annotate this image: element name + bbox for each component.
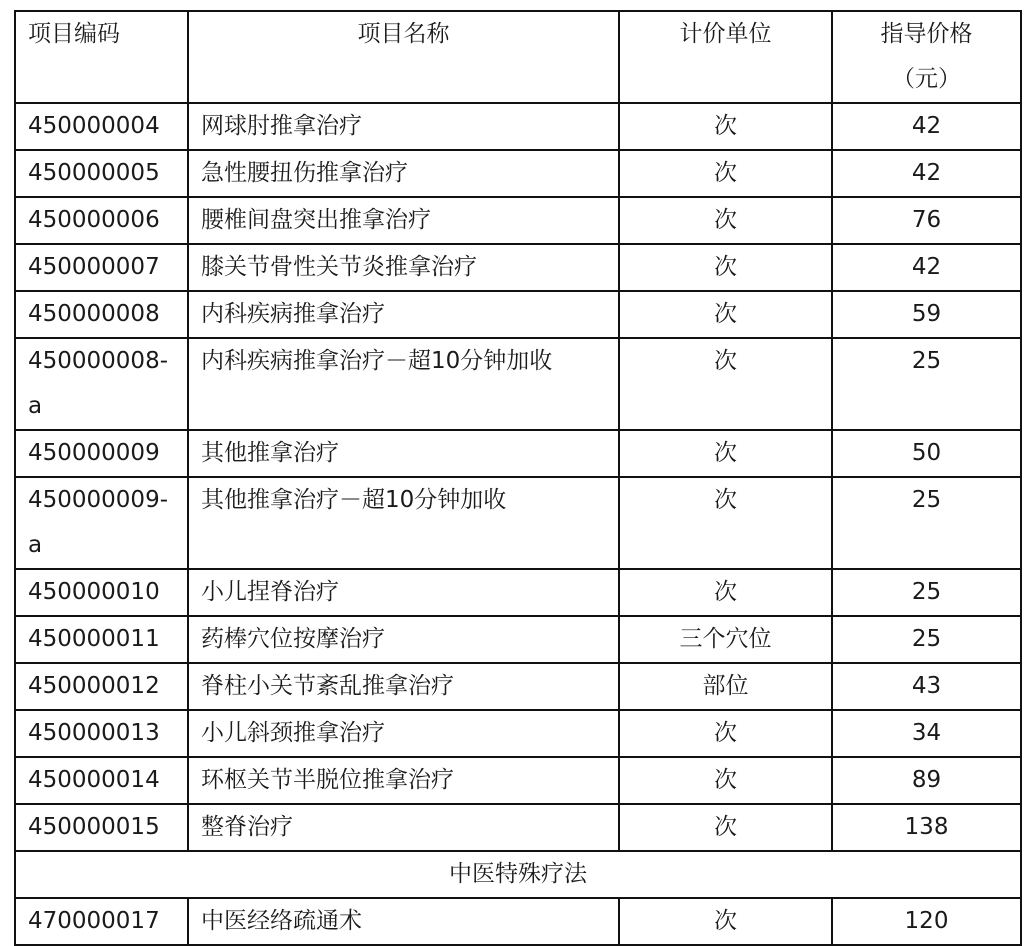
cell-price: 25 xyxy=(832,569,1021,616)
table-row xyxy=(15,757,1021,804)
cell-code: 450000014 xyxy=(15,757,188,804)
cell-code: 450000007 xyxy=(15,244,188,291)
cell-name: 其他推拿治疗 xyxy=(188,430,619,477)
cell-unit: 次 xyxy=(619,710,832,757)
cell-price: 34 xyxy=(832,710,1021,757)
cell-unit: 次 xyxy=(619,430,832,477)
table-header-row xyxy=(15,11,1021,103)
cell-code: 450000013 xyxy=(15,710,188,757)
cell-price: 25 xyxy=(832,338,1021,430)
cell-name: 药棒穴位按摩治疗 xyxy=(188,616,619,663)
cell-code: 450000008-a xyxy=(15,338,188,430)
cell-price: 120 xyxy=(832,898,1021,945)
cell-price: 50 xyxy=(832,430,1021,477)
header-price-line1: 指导价格 xyxy=(880,21,973,47)
cell-code: 470000017 xyxy=(15,898,188,945)
cell-unit: 次 xyxy=(619,291,832,338)
cell-name: 其他推拿治疗－超10分钟加收 xyxy=(188,477,619,569)
cell-price: 25 xyxy=(832,616,1021,663)
cell-name: 中医经络疏通术 xyxy=(188,898,619,945)
header-price-line2: （元） xyxy=(892,66,961,92)
cell-code: 450000011 xyxy=(15,616,188,663)
price-table xyxy=(14,10,1022,946)
table-row xyxy=(15,103,1021,150)
table-row xyxy=(15,616,1021,663)
cell-price: 42 xyxy=(832,244,1021,291)
cell-code: 450000006 xyxy=(15,197,188,244)
header-code: 项目编码 xyxy=(15,11,188,103)
cell-unit: 次 xyxy=(619,804,832,851)
cell-name: 腰椎间盘突出推拿治疗 xyxy=(188,197,619,244)
cell-price: 25 xyxy=(832,477,1021,569)
cell-code: 450000005 xyxy=(15,150,188,197)
table-row xyxy=(15,804,1021,851)
table-row xyxy=(15,244,1021,291)
section-title: 中医特殊疗法 xyxy=(15,851,1021,898)
cell-unit: 次 xyxy=(619,569,832,616)
cell-unit: 部位 xyxy=(619,663,832,710)
cell-name: 整脊治疗 xyxy=(188,804,619,851)
table-row xyxy=(15,477,1021,569)
price-table-container xyxy=(14,10,1020,946)
cell-unit: 次 xyxy=(619,338,832,430)
header-unit: 计价单位 xyxy=(619,11,832,103)
cell-unit: 次 xyxy=(619,103,832,150)
cell-code: 450000008 xyxy=(15,291,188,338)
table-row xyxy=(15,338,1021,430)
cell-unit: 三个穴位 xyxy=(619,616,832,663)
table-row xyxy=(15,710,1021,757)
table-row xyxy=(15,197,1021,244)
cell-code: 450000009-a xyxy=(15,477,188,569)
cell-price: 42 xyxy=(832,103,1021,150)
table-row xyxy=(15,430,1021,477)
table-body-group1 xyxy=(15,103,1021,945)
table-row xyxy=(15,663,1021,710)
cell-name: 膝关节骨性关节炎推拿治疗 xyxy=(188,244,619,291)
cell-code: 450000015 xyxy=(15,804,188,851)
cell-name: 脊柱小关节紊乱推拿治疗 xyxy=(188,663,619,710)
cell-code: 450000010 xyxy=(15,569,188,616)
table-row xyxy=(15,291,1021,338)
cell-name: 内科疾病推拿治疗－超10分钟加收 xyxy=(188,338,619,430)
cell-unit: 次 xyxy=(619,197,832,244)
cell-price: 76 xyxy=(832,197,1021,244)
table-row xyxy=(15,569,1021,616)
section-row xyxy=(15,851,1021,898)
cell-unit: 次 xyxy=(619,898,832,945)
cell-unit: 次 xyxy=(619,244,832,291)
cell-price: 59 xyxy=(832,291,1021,338)
cell-price: 42 xyxy=(832,150,1021,197)
cell-name: 内科疾病推拿治疗 xyxy=(188,291,619,338)
cell-price: 89 xyxy=(832,757,1021,804)
cell-code: 450000012 xyxy=(15,663,188,710)
cell-name: 环枢关节半脱位推拿治疗 xyxy=(188,757,619,804)
cell-unit: 次 xyxy=(619,477,832,569)
cell-code: 450000009 xyxy=(15,430,188,477)
cell-name: 小儿捏脊治疗 xyxy=(188,569,619,616)
cell-price: 43 xyxy=(832,663,1021,710)
header-name: 项目名称 xyxy=(188,11,619,103)
cell-name: 急性腰扭伤推拿治疗 xyxy=(188,150,619,197)
header-price xyxy=(832,11,1021,103)
cell-name: 小儿斜颈推拿治疗 xyxy=(188,710,619,757)
cell-unit: 次 xyxy=(619,757,832,804)
cell-code: 450000004 xyxy=(15,103,188,150)
table-row xyxy=(15,150,1021,197)
cell-unit: 次 xyxy=(619,150,832,197)
cell-price: 138 xyxy=(832,804,1021,851)
cell-name: 网球肘推拿治疗 xyxy=(188,103,619,150)
